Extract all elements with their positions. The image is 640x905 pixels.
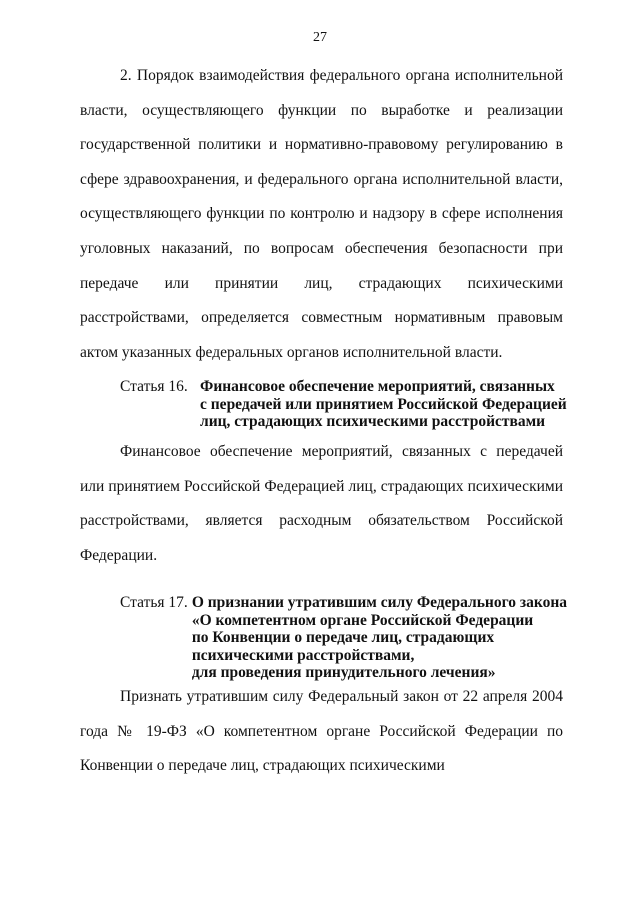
page-number: 27 [313,30,327,45]
article-16-title: Финансовое обеспечение мероприятий, связанных с передачей или принятием Российской Федерацией лиц, страдающих психическими расстройствами [200,378,567,430]
article-17-number: Статья 17. [120,594,188,611]
paragraph-repeal-law: Признать утратившим силу Федеральный закон от 22 апреля 2004 года № 19-ФЗ «О компетентном органе Российской Федерации по Конвенции о передаче лиц, страдающих психическими [80,688,563,775]
article-16-number: Статья 16. [120,378,188,395]
paragraph-cooperation-procedure: 2. Порядок взаимодействия федерального органа исполнительной власти, осуществляющего функции по выработке и реализации государственной политики и нормативно-правовому регулированию в сфере здравоохранения, и федерального органа исполнительной власти, осуществляющего функции по контролю и надзору в сфере исполнения уголовных наказаний, по вопросам обеспечения безопасности при передаче или принятии лиц, страдающих психическими расстройствами, определяется совместным нормативным правовым актом указанных федеральных органов исполнительной власти. [80,67,563,361]
article-17-title: О признании утратившим силу Федерального закона «О компетентном органе Российской Федерации по Конвенции о передаче лиц, страдающих психическими расстройствами, для проведения принудительного лечения» [191,594,568,681]
article-17-heading [120,594,567,682]
paragraph-financial-provision: Финансовое обеспечение мероприятий, связанных с передачей или принятием Российской Федерацией лиц, страдающих психическими расстройствами, является расходным обязательством Российской Федерации. [80,443,563,564]
article-16-heading [120,378,567,431]
